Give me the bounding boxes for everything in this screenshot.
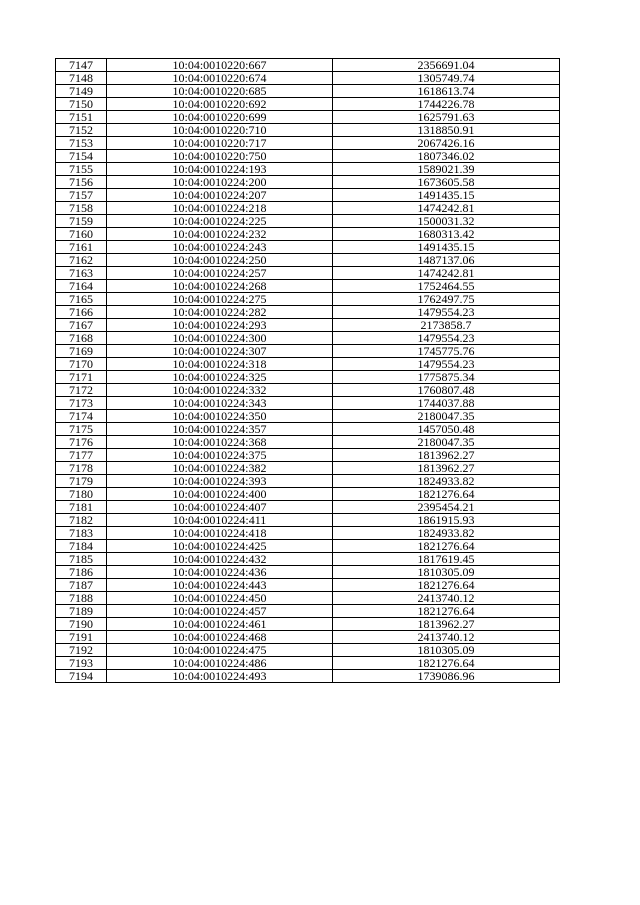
table-row [56,605,560,618]
table-row [56,371,560,384]
cadastral-number-cell: 10:04:0010224:432 [107,553,333,566]
table-row [56,462,560,475]
row-number-cell: 7160 [56,228,107,241]
cadastral-number-cell: 10:04:0010224:393 [107,475,333,488]
value-cell: 1491435.15 [333,189,560,202]
row-number-cell: 7193 [56,657,107,670]
cadastral-number-cell: 10:04:0010224:475 [107,644,333,657]
row-number-cell: 7168 [56,332,107,345]
row-number-cell: 7192 [56,644,107,657]
row-number-cell: 7174 [56,410,107,423]
table-body [56,59,560,683]
cadastral-number-cell: 10:04:0010220:699 [107,111,333,124]
value-cell: 1745775.76 [333,345,560,358]
cadastral-number-cell: 10:04:0010224:318 [107,358,333,371]
cadastral-number-cell: 10:04:0010224:282 [107,306,333,319]
cadastral-number-cell: 10:04:0010224:307 [107,345,333,358]
table-row [56,449,560,462]
row-number-cell: 7148 [56,72,107,85]
cadastral-number-cell: 10:04:0010224:407 [107,501,333,514]
table-row [56,228,560,241]
table-row [56,475,560,488]
value-cell: 1491435.15 [333,241,560,254]
row-number-cell: 7190 [56,618,107,631]
value-cell: 1824933.82 [333,475,560,488]
value-cell: 1821276.64 [333,657,560,670]
table-row [56,215,560,228]
table-row [56,280,560,293]
value-cell: 1817619.45 [333,553,560,566]
table-row [56,306,560,319]
table-row [56,527,560,540]
value-cell: 2413740.12 [333,592,560,605]
row-number-cell: 7153 [56,137,107,150]
cadastral-number-cell: 10:04:0010224:275 [107,293,333,306]
value-cell: 1744037.88 [333,397,560,410]
table-row [56,566,560,579]
row-number-cell: 7161 [56,241,107,254]
table-row [56,98,560,111]
table-row [56,345,560,358]
row-number-cell: 7156 [56,176,107,189]
table-row [56,163,560,176]
value-cell: 1813962.27 [333,449,560,462]
cadastral-number-cell: 10:04:0010224:268 [107,280,333,293]
cadastral-number-cell: 10:04:0010224:457 [107,605,333,618]
table-row [56,202,560,215]
row-number-cell: 7158 [56,202,107,215]
row-number-cell: 7154 [56,150,107,163]
value-cell: 1318850.91 [333,124,560,137]
cadastral-number-cell: 10:04:0010224:461 [107,618,333,631]
row-number-cell: 7171 [56,371,107,384]
row-number-cell: 7185 [56,553,107,566]
row-number-cell: 7187 [56,579,107,592]
cadastral-number-cell: 10:04:0010224:225 [107,215,333,228]
value-cell: 1500031.32 [333,215,560,228]
value-cell: 2413740.12 [333,631,560,644]
cadastral-number-cell: 10:04:0010224:425 [107,540,333,553]
cadastral-number-cell: 10:04:0010224:468 [107,631,333,644]
cadastral-number-cell: 10:04:0010224:368 [107,436,333,449]
table-row [56,397,560,410]
value-cell: 1775875.34 [333,371,560,384]
table-row [56,423,560,436]
value-cell: 1824933.82 [333,527,560,540]
table-row [56,514,560,527]
value-cell: 2180047.35 [333,436,560,449]
value-cell: 1810305.09 [333,566,560,579]
value-cell: 1305749.74 [333,72,560,85]
value-cell: 1752464.55 [333,280,560,293]
cadastral-number-cell: 10:04:0010224:250 [107,254,333,267]
table-row [56,332,560,345]
table-row [56,111,560,124]
value-cell: 2395454.21 [333,501,560,514]
row-number-cell: 7163 [56,267,107,280]
value-cell: 2173858.7 [333,319,560,332]
table-row [56,241,560,254]
row-number-cell: 7194 [56,670,107,683]
cadastral-number-cell: 10:04:0010220:717 [107,137,333,150]
cadastral-number-cell: 10:04:0010224:375 [107,449,333,462]
row-number-cell: 7162 [56,254,107,267]
table-row [56,267,560,280]
table-row [56,592,560,605]
value-cell: 1821276.64 [333,540,560,553]
cadastral-number-cell: 10:04:0010224:218 [107,202,333,215]
cadastral-number-cell: 10:04:0010220:692 [107,98,333,111]
row-number-cell: 7179 [56,475,107,488]
row-number-cell: 7167 [56,319,107,332]
table-row [56,618,560,631]
cadastral-number-cell: 10:04:0010224:382 [107,462,333,475]
row-number-cell: 7152 [56,124,107,137]
value-cell: 1680313.42 [333,228,560,241]
value-cell: 1479554.23 [333,332,560,345]
row-number-cell: 7186 [56,566,107,579]
cadastral-number-cell: 10:04:0010224:293 [107,319,333,332]
value-cell: 1861915.93 [333,514,560,527]
table-row [56,384,560,397]
row-number-cell: 7176 [56,436,107,449]
table-row [56,72,560,85]
cadastral-number-cell: 10:04:0010224:243 [107,241,333,254]
row-number-cell: 7189 [56,605,107,618]
row-number-cell: 7159 [56,215,107,228]
table-row [56,176,560,189]
row-number-cell: 7178 [56,462,107,475]
data-table [55,58,560,683]
table-row [56,85,560,98]
value-cell: 1474242.81 [333,202,560,215]
cadastral-number-cell: 10:04:0010220:667 [107,59,333,72]
table-row [56,644,560,657]
table-row [56,150,560,163]
table-row [56,124,560,137]
value-cell: 1479554.23 [333,306,560,319]
row-number-cell: 7184 [56,540,107,553]
value-cell: 1821276.64 [333,579,560,592]
value-cell: 1821276.64 [333,488,560,501]
row-number-cell: 7155 [56,163,107,176]
value-cell: 1474242.81 [333,267,560,280]
table-row [56,358,560,371]
cadastral-number-cell: 10:04:0010224:493 [107,670,333,683]
table-row [56,670,560,683]
table-row [56,254,560,267]
table-row [56,579,560,592]
value-cell: 1810305.09 [333,644,560,657]
table-row [56,553,560,566]
cadastral-number-cell: 10:04:0010224:357 [107,423,333,436]
row-number-cell: 7170 [56,358,107,371]
table-row [56,436,560,449]
table-row [56,319,560,332]
row-number-cell: 7147 [56,59,107,72]
row-number-cell: 7166 [56,306,107,319]
value-cell: 1762497.75 [333,293,560,306]
cadastral-number-cell: 10:04:0010224:193 [107,163,333,176]
table-row [56,501,560,514]
row-number-cell: 7164 [56,280,107,293]
table-row [56,293,560,306]
value-cell: 1625791.63 [333,111,560,124]
cadastral-number-cell: 10:04:0010224:343 [107,397,333,410]
row-number-cell: 7180 [56,488,107,501]
row-number-cell: 7169 [56,345,107,358]
cadastral-number-cell: 10:04:0010224:332 [107,384,333,397]
row-number-cell: 7191 [56,631,107,644]
row-number-cell: 7172 [56,384,107,397]
value-cell: 2356691.04 [333,59,560,72]
table-row [56,657,560,670]
value-cell: 2067426.16 [333,137,560,150]
cadastral-number-cell: 10:04:0010224:207 [107,189,333,202]
table-row [56,631,560,644]
table-row [56,189,560,202]
cadastral-number-cell: 10:04:0010224:232 [107,228,333,241]
cadastral-number-cell: 10:04:0010224:486 [107,657,333,670]
cadastral-number-cell: 10:04:0010224:400 [107,488,333,501]
row-number-cell: 7182 [56,514,107,527]
row-number-cell: 7177 [56,449,107,462]
value-cell: 1813962.27 [333,618,560,631]
cadastral-number-cell: 10:04:0010220:710 [107,124,333,137]
cadastral-number-cell: 10:04:0010224:300 [107,332,333,345]
table-row [56,137,560,150]
row-number-cell: 7183 [56,527,107,540]
value-cell: 1589021.39 [333,163,560,176]
table-row [56,59,560,72]
row-number-cell: 7150 [56,98,107,111]
value-cell: 1479554.23 [333,358,560,371]
row-number-cell: 7165 [56,293,107,306]
cadastral-number-cell: 10:04:0010224:200 [107,176,333,189]
value-cell: 1673605.58 [333,176,560,189]
value-cell: 1739086.96 [333,670,560,683]
value-cell: 1813962.27 [333,462,560,475]
cadastral-number-cell: 10:04:0010224:450 [107,592,333,605]
value-cell: 1487137.06 [333,254,560,267]
value-cell: 1618613.74 [333,85,560,98]
row-number-cell: 7149 [56,85,107,98]
value-cell: 1760807.48 [333,384,560,397]
cadastral-number-cell: 10:04:0010220:685 [107,85,333,98]
row-number-cell: 7157 [56,189,107,202]
value-cell: 2180047.35 [333,410,560,423]
row-number-cell: 7151 [56,111,107,124]
row-number-cell: 7175 [56,423,107,436]
value-cell: 1821276.64 [333,605,560,618]
value-cell: 1807346.02 [333,150,560,163]
table-row [56,488,560,501]
row-number-cell: 7188 [56,592,107,605]
row-number-cell: 7181 [56,501,107,514]
cadastral-number-cell: 10:04:0010224:443 [107,579,333,592]
table-row [56,410,560,423]
cadastral-number-cell: 10:04:0010224:257 [107,267,333,280]
cadastral-number-cell: 10:04:0010224:436 [107,566,333,579]
cadastral-number-cell: 10:04:0010220:750 [107,150,333,163]
row-number-cell: 7173 [56,397,107,410]
value-cell: 1457050.48 [333,423,560,436]
value-cell: 1744226.78 [333,98,560,111]
cadastral-number-cell: 10:04:0010224:325 [107,371,333,384]
cadastral-number-cell: 10:04:0010220:674 [107,72,333,85]
cadastral-number-cell: 10:04:0010224:418 [107,527,333,540]
table-row [56,540,560,553]
cadastral-number-cell: 10:04:0010224:411 [107,514,333,527]
cadastral-number-cell: 10:04:0010224:350 [107,410,333,423]
